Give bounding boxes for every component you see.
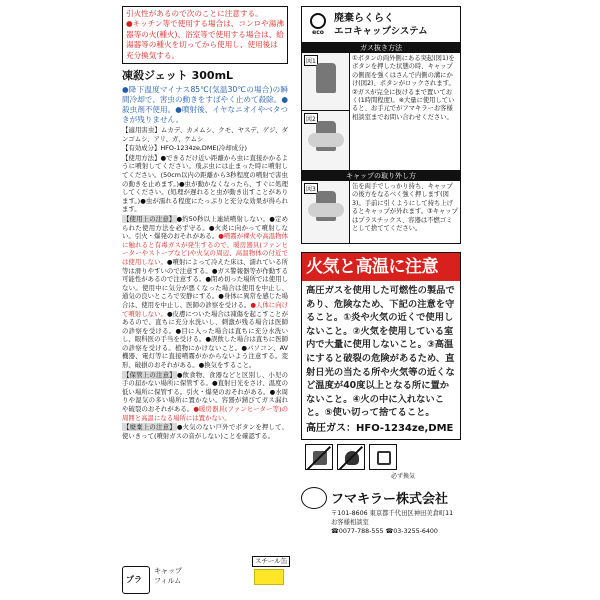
storage-red-text: ●暖房器具(ファンヒーター等)の周囲と高温になる場所には置かない。 <box>122 405 288 422</box>
cap-removal-step <box>302 181 460 243</box>
eco-title-easy-disposal: 廃棄らくらく <box>334 12 394 24</box>
active-ingredient: 【有効成分】HFO-1234ze,DME(冷却成分) <box>122 144 247 153</box>
gas-release-illustrations <box>302 53 350 170</box>
company-name: フマキラー株式会社 <box>331 492 449 508</box>
company-logo-icon <box>301 487 327 509</box>
cautions-header: 【使用上の注意】 <box>123 214 176 223</box>
fire-heat-body: 高圧ガスを使用した可燃性の製品であり、危険なため、下記の注意を守ること。①炎や火気の近くで使用しないこと。②火気を使用している室内で大量に使用しないこと。③高温にすると破裂の危険があるため、直射日光の当たる所や火気等の近くなど温度が40度以上となる所に置かないこと。④火の中に入れないこと。⑤使い切って捨てること。 <box>306 285 455 419</box>
cap-removal-text: 缶を両手でしっかり持ち、キャップの後方をなるべく強く押します(図3)。手前に引くようにして持ち上げるとキャップが外れます。③キャップはプラスチックス、容器は不燃ゴミとして捨ててください。 <box>352 183 458 233</box>
safety-pictograms <box>301 440 461 472</box>
cap-removal-illustration <box>302 181 350 243</box>
storage-text: ●飲食物、食器などと区別し、小児の手の届かない場所に保管する。●直射日光をさけ、温度の低い場所に保管する。引火・爆発のおそれがある。●水周りや湿気の多い場所に置かない。容器が錆びてガス漏れや破裂のおそれがある。 <box>122 370 289 414</box>
target-pests: 【適用害虫】ムカデ、カメムシ、クモ、ヤスデ、ゲジ、ダンゴムシ、アリ、ガ、ケムシ <box>122 126 288 143</box>
warning-kitchen-bath: ●キッチン等で使用する場合は、コンロや湯沸器等の火(種火)、浴室等で使用する場合は、給湯器等の種火を切ってから使用し、使用後は充分換気する。 <box>126 19 284 60</box>
cap-label: キャップ <box>154 567 182 575</box>
instructions-text <box>122 85 288 440</box>
flammability-warning-box <box>122 6 288 64</box>
figure-3-label: 図3 <box>304 183 318 194</box>
high-pressure-gas-label: 高圧ガス：HFO-1234ze,DME <box>306 422 454 434</box>
plastic-recycle-label: プラ <box>126 575 142 584</box>
film-label: フィルム <box>154 577 182 585</box>
eco-ring-icon <box>310 13 326 29</box>
hand-icon <box>308 133 344 147</box>
cautions-part3: ●皮膚についた場合は凍傷を起こすことがあるので、直ちに充分水洗いし、刺激が残る場合は医師の診察を受ける。●目に入った場合は直ちに充分水洗いし、眼科医の手当を受ける。●誤飲した場合は直ちに医師の診察を受ける。植物にかけないこと。●パソコン、AV機器、電灯等に直接噴霧がかからないよう注意する。変形、破損のおそれがある。●換気をすること。 <box>122 309 288 370</box>
phone-numbers: ☎0077-788-555 ☎03-3255-6400 <box>331 527 438 535</box>
fire-heat-warning-box <box>301 252 461 440</box>
disposal-header: 【廃棄上の注意】 <box>123 423 176 432</box>
disposal-text: ●火気のない戸外でボタンを押して、使いきって(噴射ガスの音がしない)ことを確認する。 <box>122 423 289 440</box>
product-features: ●降下温度マイナス85℃(気温30℃の場合)の瞬間冷却で、害虫の動きをすばやく止めて殺除。●殺虫剤不使用。●噴射後、イヤなニオイやベタつきが残りません。 <box>122 85 288 125</box>
figure-2-label: 図2 <box>304 113 318 124</box>
gas-release-step <box>302 53 460 171</box>
gas-release-text: ①ボタンの両外側にある突起(図1)をボタンを押した状態の時、キャップの側面を強くはさんで内側の溝にかけ(図2)、ボタンがロックされます。②ガスが完全に抜けるまで置いておく(1時間程度)。※大量に使用していると、お手元でがフマキラーお客様相談室までお問い合わせください。 <box>352 55 455 121</box>
company-block <box>301 487 461 509</box>
cap-removal-header: キャップの取り外し方 <box>302 171 460 181</box>
storage-header: 【保管上の注意】 <box>123 370 176 379</box>
hand-grip-icon <box>308 203 344 217</box>
eco-title-system: エコキャップシステム <box>334 25 428 37</box>
figure-1 <box>302 53 349 111</box>
company-contact <box>301 509 461 536</box>
ventilation-window-icon <box>369 444 397 470</box>
no-fire-icon <box>337 444 365 470</box>
gas-release-header: ガス抜き方法 <box>302 43 460 53</box>
usage-directions: 【使用方法】●できるだけ近い距離から虫に直接かかるように噴射してください。飛ぶ虫には止まった時に噴射してください。(50cm以内の距離から3秒程度の噴射で害虫の動きを止めます。)●虫が動かなくなったら、すぐに処理してください。(処理が遅れると虫が動き出すことがあります。)●虫が濡れる程度にたっぷりと充分な効果が得られます。 <box>122 153 288 214</box>
ventilation-caption: 必ず換気 <box>390 472 415 480</box>
company-address: 〒101-8606 東京都千代田区神田美倉町11 <box>331 509 454 517</box>
eco-logo-text: eco <box>312 29 324 36</box>
cautions-red-heater: ●噴霧が裸火や高温物体に触れると有毒ガスが発生するので、暖房器具(ファンヒーターやストーブなど)や火気の周辺、高温物体の付近では使用しない。 <box>122 232 289 266</box>
product-title: 凍殺ジェット 300mL <box>122 69 234 83</box>
figure-1-label: 図1 <box>304 55 318 66</box>
left-column <box>122 6 288 441</box>
right-column <box>301 6 461 536</box>
cautions-part1: ●約50秒以上連続噴射しない。●定められた使用方法を必ず守る。●火炎に向かって噴射しない。引火・爆発のおそれがある。 <box>122 214 288 241</box>
yellow-color-swatch <box>254 569 284 585</box>
no-heater-icon <box>305 444 333 470</box>
eco-logo-icon <box>305 10 331 40</box>
eco-titles <box>334 12 460 38</box>
warning-intro: 引火性があるので次のことに注意する。 <box>126 9 263 18</box>
customer-support-label: お客様相談室 <box>331 518 369 526</box>
fire-heat-title: 火気と高温に注意 <box>302 253 460 281</box>
cautions-part2: ●噴射によって冷えた床は、濡れている所等は滑りやすいので注意する。●ガス警報器等が作動する可能性があるので注意する。●閉め切った場所では使用しない。使用中に気分が悪くなった場合は使用を中止し、通気の良いところで安静にする。●身体に異常を感じた場合は、使用を中止し、医師の診察を受ける。 <box>122 257 289 309</box>
cautions-red-body: ●人体に向けて噴射しない。 <box>122 300 289 318</box>
recycle-parts-label <box>154 566 182 586</box>
eco-cap-header <box>302 7 460 43</box>
spray-can-icon <box>316 63 336 93</box>
eco-cap-system-box <box>301 6 461 244</box>
figure-2 <box>302 111 349 171</box>
material-badge: スチール缶 <box>252 556 290 567</box>
